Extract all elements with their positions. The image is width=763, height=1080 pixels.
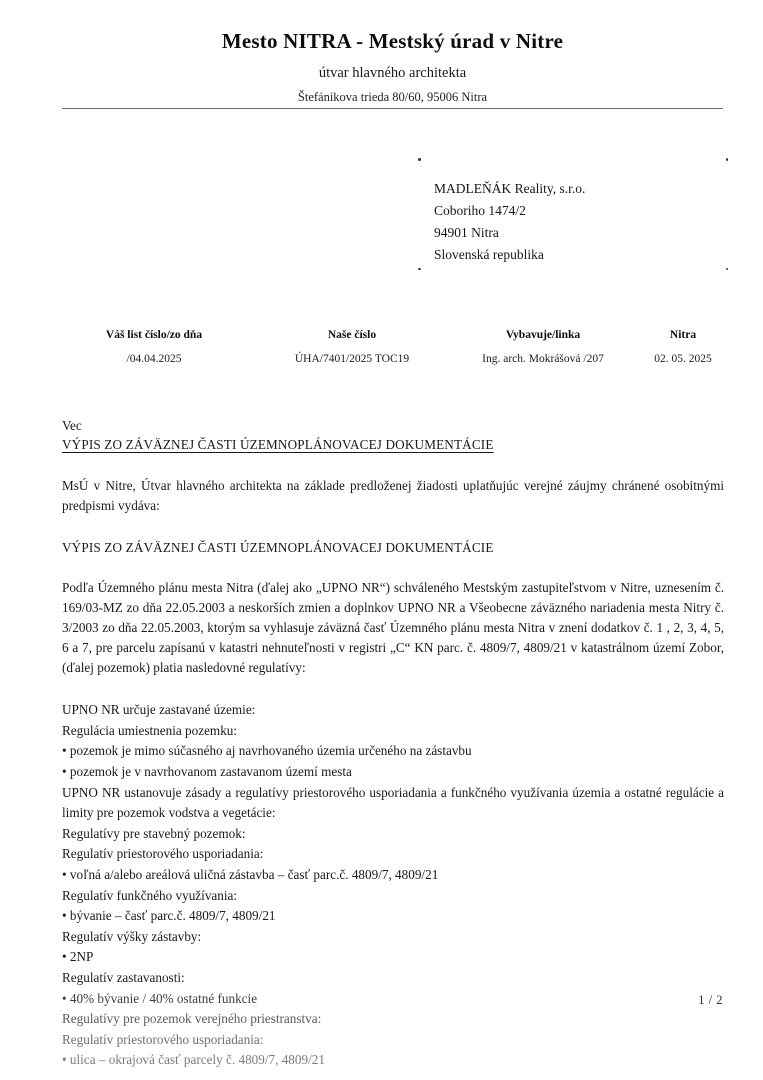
reference-col-our-number xyxy=(254,328,450,367)
page-number: 1 / 2 xyxy=(698,993,723,1007)
organization-address: Štefánikova trieda 80/60, 95006 Nitra xyxy=(297,89,488,104)
subject-title: VÝPIS ZO ZÁVÄZNEJ ČASTI ÚZEMNOPLÁNOVACEJ DOKUMENTÁCIE xyxy=(62,437,494,453)
reference-col-your-letter xyxy=(54,328,254,367)
recipient-company: MADLEŇÁK Reality, s.r.o. xyxy=(434,181,586,196)
recipient-street: Coborihо 1474/2 xyxy=(434,203,526,218)
reference-value-your-letter: /04.04.2025 xyxy=(126,352,182,365)
recipient-lines xyxy=(434,178,585,266)
letterhead xyxy=(62,28,723,106)
regulation-line: • bývanie – časť parc.č. 4809/7, 4809/21 xyxy=(62,908,276,924)
regulation-line: • pozemok je mimo súčasného aj navrhovaného územia určeného na zástavbu xyxy=(62,743,472,759)
subject-label: Vec xyxy=(62,418,82,433)
letterhead-divider xyxy=(62,108,723,109)
recipient-address-block xyxy=(418,158,728,270)
reference-label-handled-by: Vybavuje/linka xyxy=(505,329,581,341)
regulation-line: Regulatív priestorového usporiadania: xyxy=(62,846,264,862)
reference-label-your-letter: Váš list číslo/zo dňa xyxy=(105,329,203,341)
recipient-city: 94901 Nitra xyxy=(434,225,499,240)
main-paragraph: Podľa Územného plánu mesta Nitra (ďalej ako „UPNO NR“) schváleného Mestským zastupiteľstvom v Nitre, uznesením č. 169/03-MZ zo dňa 22.05.2003 a neskorších zmien a doplnkov UPNO NR a Všeobecne záväzného nariadenia mesta Nitry č. 3/2003 zo dňa 22.05.2003, ktorým sa vyhlasuje záväzná časť Územného plánu mesta Nitra v znení dodatkov č. 1 , 2, 3, 4, 5, 6 a 7, pre parcelu zapísanú v katastri nehnuteľnosti v registri „C“ KN parc. č. 4809/7, 4809/21 v katastrálnom území Zobor, (ďalej pozemok) platia nasledovné regulatívy: xyxy=(62,580,724,676)
regulation-line: Regulatív priestorového usporiadania: xyxy=(62,1031,264,1047)
document-heading: VÝPIS ZO ZÁVÄZNEJ ČASTI ÚZEMNOPLÁNOVACEJ DOKUMENTÁCIE xyxy=(62,539,494,555)
regulations-block xyxy=(62,700,724,1071)
reference-value-handled-by: Ing. arch. Mokrášová /207 xyxy=(482,352,604,365)
regulation-line: • voľná a/alebo areálová uličná zástavba – časť parc.č. 4809/7, 4809/21 xyxy=(62,866,439,882)
department-name: útvar hlavného architekta xyxy=(318,65,467,82)
crop-mark-dot-bottom-right xyxy=(726,268,729,271)
crop-mark-dot-top-right xyxy=(726,158,729,161)
regulation-line: Regulatívy pre stavebný pozemok: xyxy=(62,825,246,841)
regulation-line: Regulatív zastavanosti: xyxy=(62,969,185,985)
reference-col-place-date xyxy=(636,328,730,367)
reference-value-date: 02. 05. 2025 xyxy=(654,352,712,365)
recipient-country: Slovenská republika xyxy=(434,247,544,262)
regulation-line: Regulatív funkčného využívania: xyxy=(62,887,238,903)
regulation-line: • 40% bývanie / 40% ostatné funkcie xyxy=(62,990,258,1006)
regulation-line: • ulica – okrajová časť parcely č. 4809/7, 4809/21 xyxy=(62,1052,325,1068)
intro-paragraph: MsÚ v Nitre, Útvar hlavného architekta na základe predloženej žiadosti uplatňujúc verejné záujmy chránené osobitnými predpismi vydáva: xyxy=(62,477,724,513)
organization-title: Mesto NITRA - Mestský úrad v Nitre xyxy=(221,29,564,53)
regulation-line: Regulatív výšky zástavby: xyxy=(62,928,202,944)
regulation-line: • 2NP xyxy=(62,949,94,965)
reference-value-our-number: ÚHA/7401/2025 TOC19 xyxy=(294,352,410,365)
reference-row xyxy=(54,328,730,367)
document-body xyxy=(62,416,724,1071)
reference-label-place: Nitra xyxy=(669,329,697,341)
reference-col-handled-by xyxy=(450,328,636,367)
regulation-line: UPNO NR určuje zastavané územie: xyxy=(62,702,256,718)
regulation-line: Regulácia umiestnenia pozemku: xyxy=(62,722,238,738)
reference-label-our-number: Naše číslo xyxy=(327,329,377,341)
crop-mark-dot-top-left xyxy=(418,158,421,161)
regulation-line: Regulatívy pre pozemok verejného priestranstva: xyxy=(62,1011,322,1027)
regulation-line: UPNO NR ustanovuje zásady a regulatívy priestorového usporiadania a funkčného využívania územia a ostatné regulácie a limity pre pozemok vodstva a vegetácie: xyxy=(62,784,724,821)
crop-mark-dot-bottom-left xyxy=(418,268,421,271)
regulation-line: • pozemok je v navrhovanom zastavanom území mesta xyxy=(62,764,352,779)
